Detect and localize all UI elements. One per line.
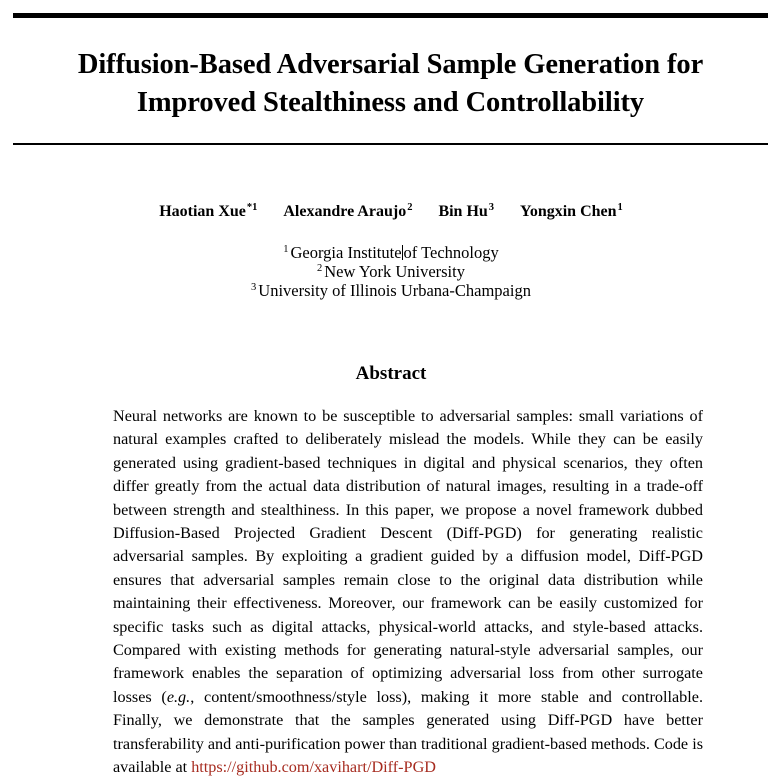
author-1 — [159, 202, 257, 222]
author-2-marks: 2 — [407, 201, 413, 213]
title-line-2: Improved Stealthiness and Controllability — [136, 87, 645, 118]
affiliation-list — [0, 243, 782, 300]
title-line-1: Diffusion-Based Adversarial Sample Generation for — [77, 49, 704, 80]
affiliation-1-index: 1 — [283, 243, 289, 255]
title-rule-bottom — [13, 143, 768, 145]
author-4 — [520, 202, 623, 222]
abstract-heading: Abstract — [355, 363, 427, 384]
author-list — [0, 202, 782, 222]
page-title — [13, 46, 768, 122]
title-rule-top — [13, 13, 768, 18]
affiliation-1 — [0, 243, 782, 262]
author-1-marks: *1 — [246, 201, 258, 213]
author-3 — [438, 202, 494, 222]
author-3-name: Bin Hu — [438, 203, 488, 220]
affiliation-3-index: 3 — [251, 281, 257, 293]
author-2-name: Alexandre Araujo — [283, 203, 407, 220]
abstract-text-part-2: , content/smoothness/style loss), making it more stable and controllable. Finally, we demonstrate that the samples generated using Diff-PGD have better transferability and anti-purification power than traditional gradient-based methods. Code is available at — [113, 687, 703, 777]
author-1-name: Haotian Xue — [159, 203, 246, 220]
abstract-text-part-1: Neural networks are known to be susceptible to adversarial samples: small variations of natural examples crafted to deliberately mislead the models. While they can be easily generated using gradient-based techniques in digital and physical scenarios, they often differ greatly from the actual data distribution of natural images, resulting in a trade-off between strength and stealthiness. In this paper, we propose a novel framework dubbed Diffusion-Based Projected Gradient Descent (Diff-PGD) for generating realistic adversarial samples. By exploiting a gradient guided by a diffusion model, Diff-PGD ensures that adversarial samples remain close to the original data distribution while maintaining their effectiveness. Moreover, our framework can be easily customized for specific tasks such as digital attacks, physical-world attacks, and style-based attacks. Compared with existing methods for generating natural-style adversarial samples, our framework enables the separation of optimizing adversarial loss from other surrogate losses ( — [113, 407, 703, 706]
affiliation-2-name: New York University — [324, 262, 465, 281]
code-repository-link[interactable]: https://github.com/xavihart/Diff-PGD — [191, 758, 436, 777]
affiliation-1-name-after-caret: of Technology — [403, 243, 499, 262]
affiliation-1-name-before-caret: Georgia Institute — [290, 243, 402, 262]
author-3-marks: 3 — [488, 201, 495, 213]
abstract-body — [113, 405, 703, 780]
author-2 — [283, 202, 412, 222]
affiliation-3 — [0, 281, 782, 300]
author-4-marks: 1 — [617, 201, 623, 213]
affiliation-3-name: University of Illinois Urbana-Champaign — [258, 281, 531, 300]
abstract-emphasis: e.g. — [166, 687, 191, 706]
author-4-name: Yongxin Chen — [520, 203, 617, 220]
affiliation-2 — [0, 262, 782, 281]
affiliation-2-index: 2 — [317, 262, 323, 274]
